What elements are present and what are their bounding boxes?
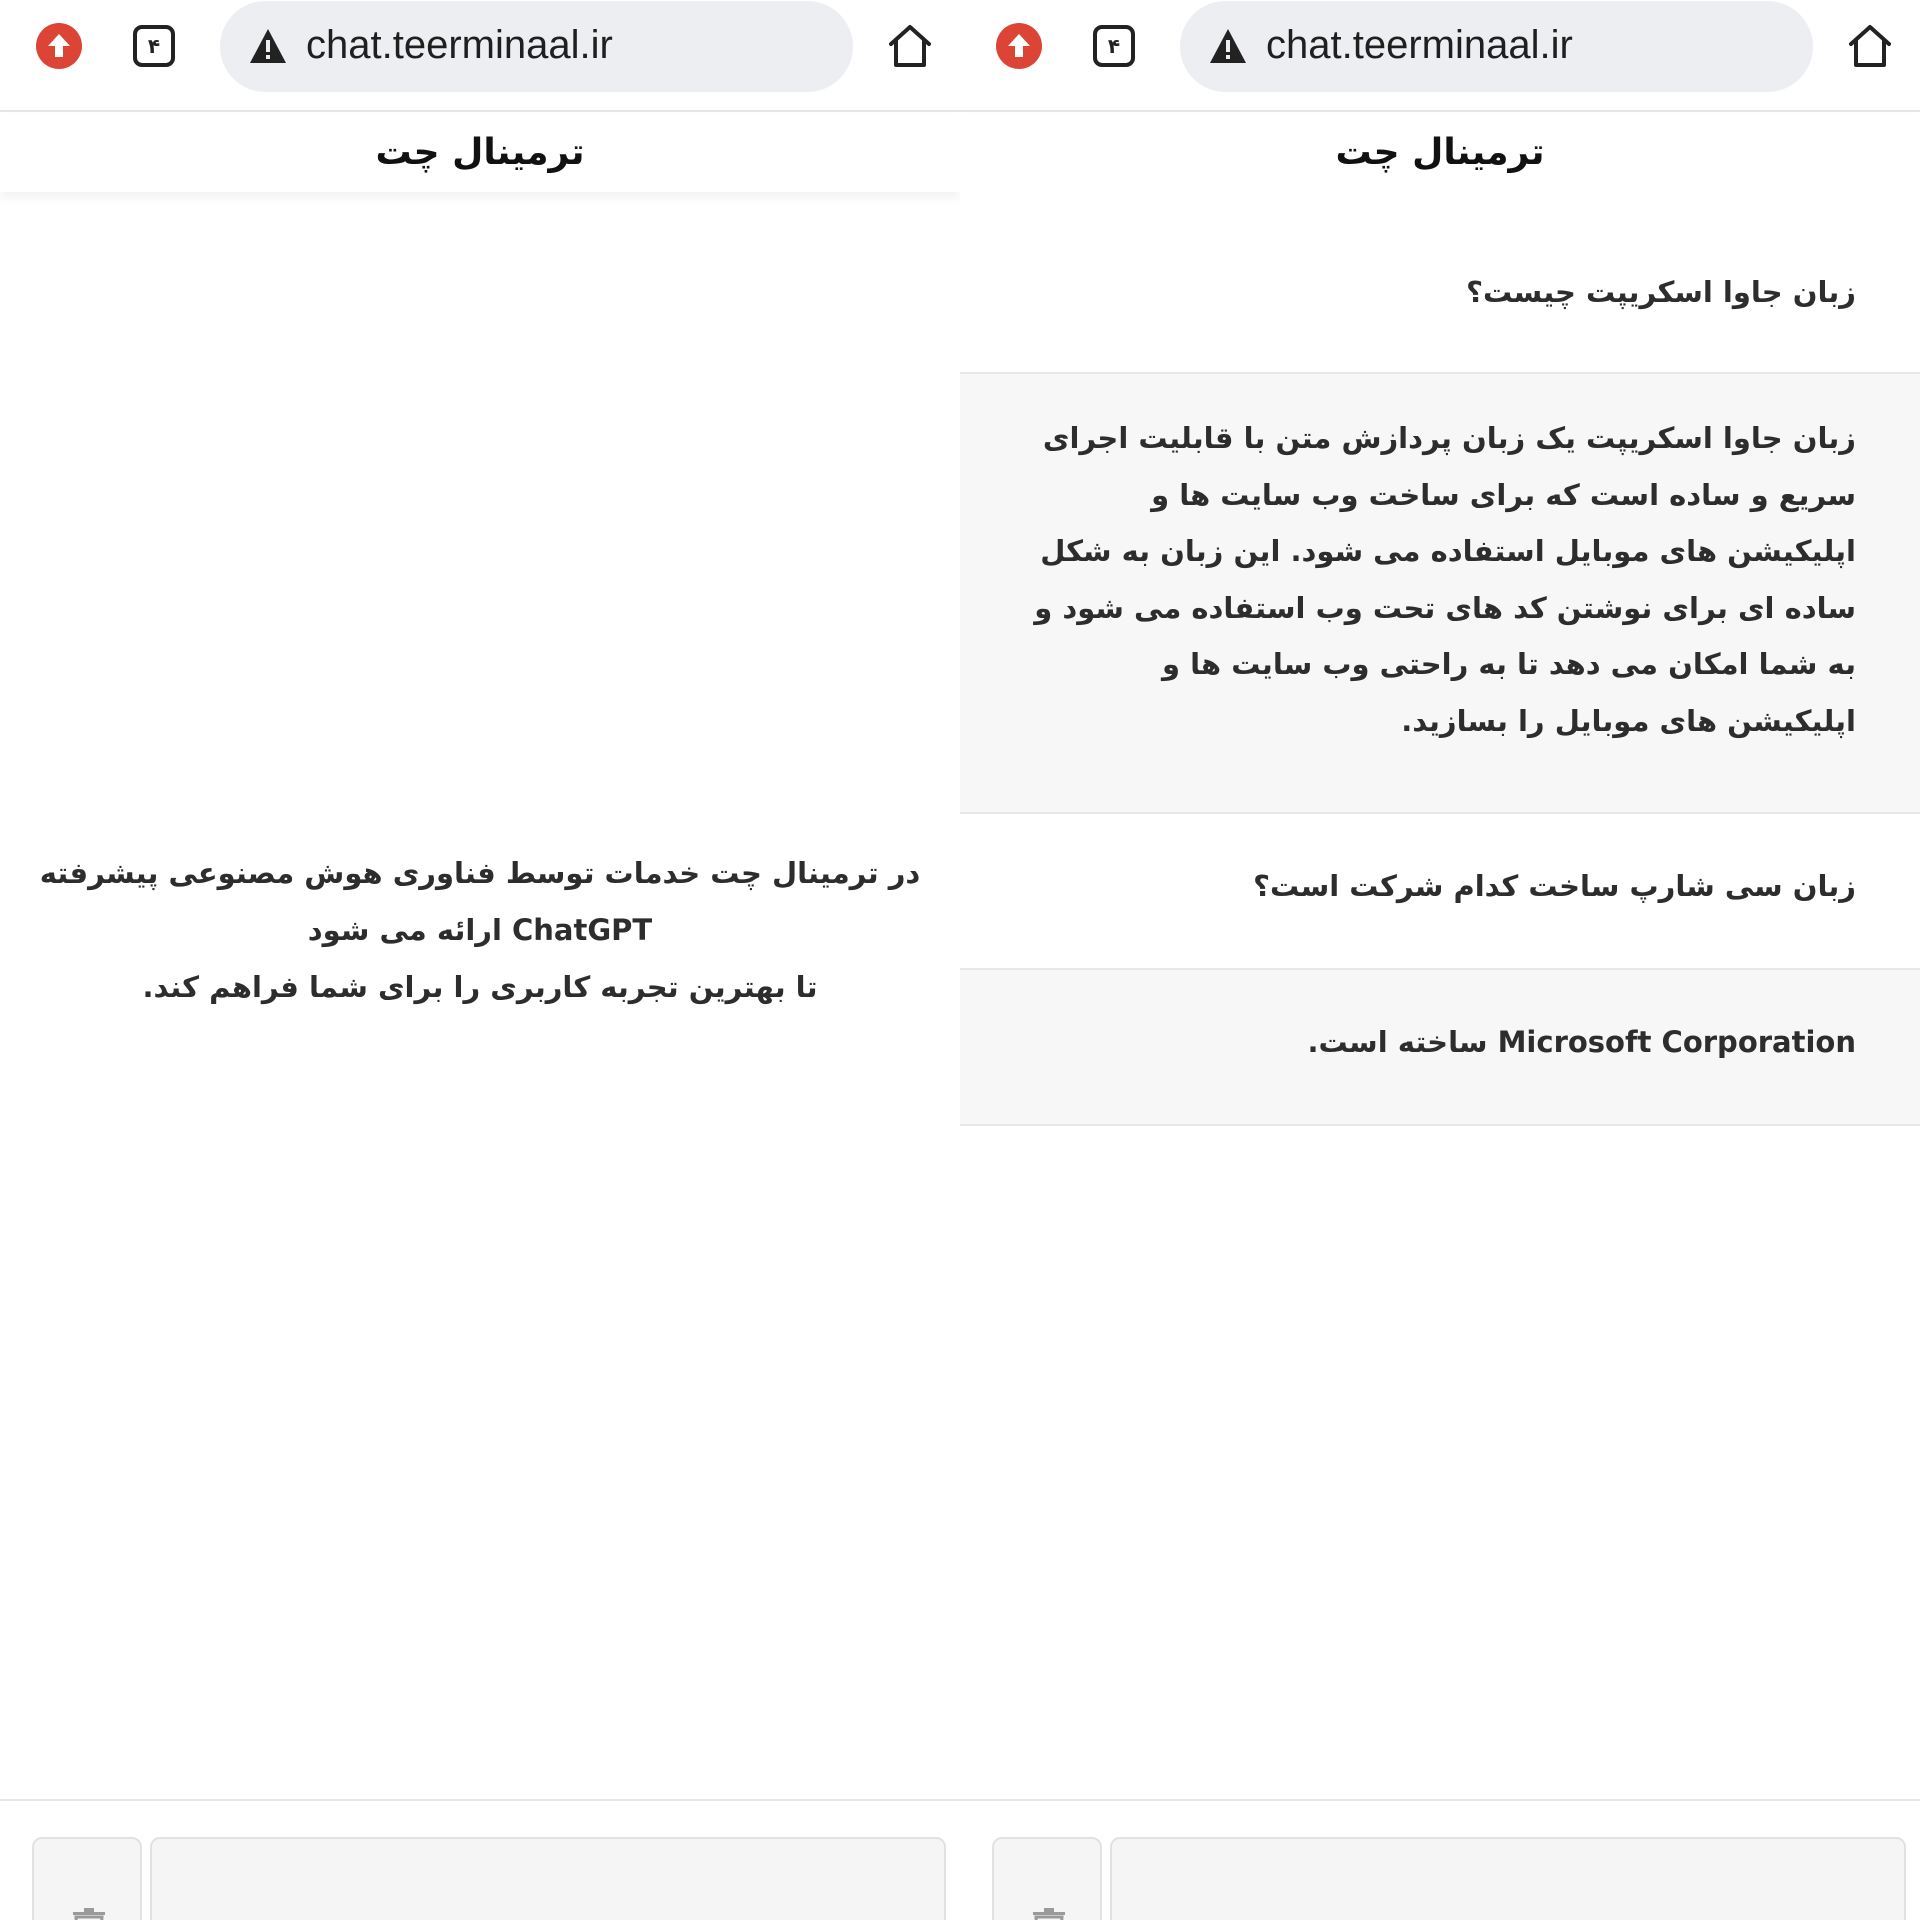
url-text: chat.teerminaal.ir bbox=[1266, 23, 1573, 67]
clear-chat-button[interactable] bbox=[32, 1837, 142, 1920]
assistant-message: زبان جاوا اسکریپت یک زبان پردازش متن با قابلیت اجرای سریع و ساده است که برای ساخت وب سایت ها و اپلیکیشن های موبایل استفاده می شود. این زبان به شکل ساده ای برای نوشتن کد های تحت وب استفاده می شود و به شما امکان می دهد تا به راحتی وب سایت ها و اپلیکیشن های موبایل را بسازید. bbox=[960, 374, 1920, 814]
upload-icon[interactable] bbox=[996, 23, 1042, 69]
tabs-button[interactable]: ۴ bbox=[133, 25, 175, 67]
upload-icon[interactable] bbox=[36, 23, 82, 69]
tabs-button[interactable]: ۴ bbox=[1093, 25, 1135, 67]
warning-icon bbox=[248, 27, 288, 65]
chat-messages bbox=[960, 192, 1920, 1126]
trash-icon bbox=[72, 1908, 106, 1920]
address-bar[interactable] bbox=[220, 1, 853, 92]
chat-input-area bbox=[960, 1799, 1920, 1920]
app-title: ترمینال چت bbox=[375, 132, 585, 173]
warning-icon bbox=[1208, 27, 1248, 65]
message-input[interactable] bbox=[1110, 1837, 1906, 1920]
user-message: زبان جاوا اسکریپت چیست؟ bbox=[960, 192, 1920, 374]
trash-icon bbox=[1032, 1908, 1066, 1920]
assistant-message: Microsoft Corporation ساخته است. bbox=[960, 970, 1920, 1126]
home-icon[interactable] bbox=[1846, 22, 1894, 70]
browser-toolbar bbox=[0, 0, 960, 112]
app-title: ترمینال چت bbox=[1335, 132, 1545, 173]
intro-text bbox=[30, 845, 930, 1016]
app-header bbox=[960, 114, 1920, 192]
panel-right bbox=[960, 0, 1920, 1920]
intro-line-3: تا بهترین تجربه کاربری را برای شما فراهم کند. bbox=[142, 970, 818, 1004]
intro-line-1: در ترمینال چت خدمات توسط فناوری هوش مصنوعی پیشرفته bbox=[39, 856, 921, 890]
message-input[interactable] bbox=[150, 1837, 946, 1920]
address-bar[interactable] bbox=[1180, 1, 1813, 92]
chat-input-area bbox=[0, 1799, 960, 1920]
user-message: زبان سی شارپ ساخت کدام شرکت است؟ bbox=[960, 814, 1920, 970]
app-header bbox=[0, 114, 960, 192]
url-text: chat.teerminaal.ir bbox=[306, 23, 613, 67]
intro-line-2: ChatGPT ارائه می شود bbox=[307, 913, 653, 947]
home-icon[interactable] bbox=[886, 22, 934, 70]
clear-chat-button[interactable] bbox=[992, 1837, 1102, 1920]
browser-toolbar bbox=[960, 0, 1920, 112]
